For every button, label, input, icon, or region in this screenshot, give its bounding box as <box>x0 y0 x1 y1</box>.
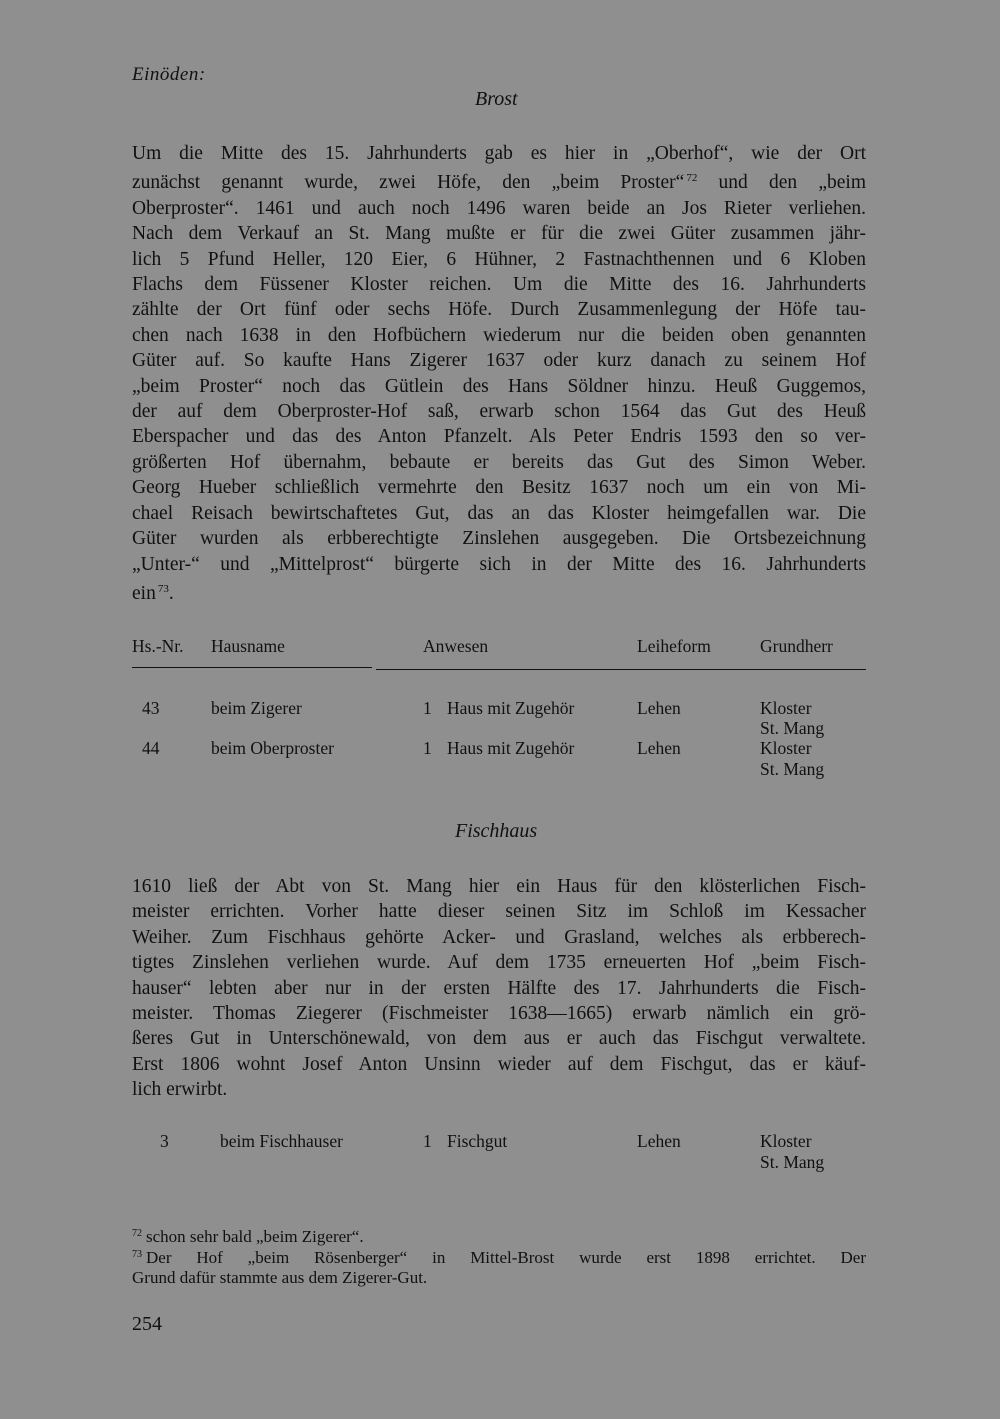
row-grundherr-2: St. Mang <box>760 718 825 738</box>
text-fragment: . <box>168 582 174 604</box>
col-header-hausname: Hausname <box>211 636 285 656</box>
page-number: 254 <box>132 1313 162 1335</box>
brost-paragraph <box>132 141 866 606</box>
row-leiheform: Lehen <box>637 698 681 718</box>
footnote-73 <box>132 1245 866 1288</box>
row-anwesen: Haus mit Zugehör <box>447 738 575 758</box>
text-line: tigtes Zinslehen verliehen wurde. Auf dem 1735 erneuerten Hof „beim Fisch- <box>132 952 866 974</box>
text-line: Erst 1806 wohnt Josef Anton Unsinn wieder auf dem Fischgut, das er käuf- <box>132 1053 866 1075</box>
text-line <box>132 577 866 606</box>
text-line: Eberspacher und das des Anton Pfanzelt. Als Peter Endris 1593 den so ver- <box>132 426 866 448</box>
row-grundherr-2: St. Mang <box>760 759 825 779</box>
text-line: ßeres Gut in Unterschönewald, von dem aus er auch das Fischgut verwaltete. <box>132 1028 866 1050</box>
text-line <box>132 166 866 195</box>
text-line: chael Reisach bewirtschaftetes Gut, das an das Kloster heimgefallen war. Die <box>132 502 866 524</box>
footnote-mark: 72 <box>132 1228 142 1239</box>
footnote-line: Grund dafür stammte aus dem Zigerer-Gut. <box>132 1268 428 1287</box>
text-line: Oberproster“. 1461 und auch noch 1496 waren beide an Jos Rieter verliehen. <box>132 197 866 219</box>
fischhaus-paragraph <box>132 874 866 1103</box>
text-line: lich 5 Pfund Heller, 120 Eier, 6 Hühner, 2 Fastnachthennen und 6 Kloben <box>132 248 866 270</box>
row-nr: 3 <box>160 1131 169 1151</box>
footnote-line <box>132 1224 866 1247</box>
text-line: chen nach 1638 in den Hofbüchern wiederum nur die beiden oben genannten <box>132 324 866 346</box>
footnote-ref-73[interactable]: 73 <box>157 582 169 595</box>
col-header-anwesen: Anwesen <box>423 636 489 656</box>
footnote-line <box>132 1245 866 1268</box>
footnote-72 <box>132 1224 866 1247</box>
text-line: „Unter-“ und „Mittelprost“ bürgerte sich in der Mitte des 16. Jahrhunderts <box>132 553 866 575</box>
section-title-brost: Brost <box>475 88 518 110</box>
row-leiheform: Lehen <box>637 738 681 758</box>
col-header-leiheform: Leiheform <box>637 636 711 656</box>
row-count: 1 <box>423 698 432 718</box>
section-title-fischhaus: Fischhaus <box>455 820 538 842</box>
row-anwesen: Fischgut <box>447 1131 508 1151</box>
col-header-hsnr: Hs.-Nr. <box>132 636 184 656</box>
text-line: größerten Hof übernahm, bebaute er bereits das Gut des Simon Weber. <box>132 451 866 473</box>
row-hausname: beim Oberproster <box>211 738 334 758</box>
row-count: 1 <box>423 1131 432 1151</box>
row-grundherr-2: St. Mang <box>760 1152 825 1172</box>
text-fragment: zunächst genannt wurde, zwei Höfe, den „beim Proster“ <box>132 172 685 194</box>
text-line: Güter auf. So kaufte Hans Zigerer 1637 oder kurz danach zu seinem Hof <box>132 350 866 372</box>
table-rule-left <box>132 667 372 668</box>
text-line: Georg Hueber schließlich vermehrte den Besitz 1637 noch um ein von Mi- <box>132 477 866 499</box>
text-fragment: und den „beim <box>718 172 867 194</box>
row-count: 1 <box>423 738 432 758</box>
row-nr: 44 <box>142 738 160 758</box>
text-line: Um die Mitte des 15. Jahrhunderts gab es hier in „Oberhof“, wie der Ort <box>132 143 866 164</box>
text-line: meister errichten. Vorher hatte dieser seinen Sitz im Schloß im Kessacher <box>132 901 866 923</box>
row-anwesen: Haus mit Zugehör <box>447 698 575 718</box>
table-rule-right <box>376 669 866 670</box>
row-leiheform: Lehen <box>637 1131 681 1151</box>
footnote-mark: 73 <box>132 1249 142 1260</box>
footnote-ref-72[interactable]: 72 <box>686 172 698 185</box>
row-grundherr-1: Kloster <box>760 738 812 758</box>
section-label: Einöden: <box>132 64 206 85</box>
col-header-grundherr: Grundherr <box>760 636 833 656</box>
text-line: „beim Proster“ noch das Gütlein des Hans Söldner hinzu. Heuß Guggemos, <box>132 375 866 397</box>
footnote-text: Der Hof „beim Rösenberger“ in Mittel-Brost wurde erst 1898 errichtet. Der <box>146 1248 866 1267</box>
text-line: Weiher. Zum Fischhaus gehörte Acker- und Grasland, welches als erbberech- <box>132 926 866 948</box>
text-line: Güter wurden als erbberechtigte Zinslehen ausgegeben. Die Ortsbezeichnung <box>132 528 866 550</box>
row-grundherr-1: Kloster <box>760 1131 812 1151</box>
text-line: lich erwirbt. <box>132 1079 228 1101</box>
text-line: 1610 ließ der Abt von St. Mang hier ein Haus für den klösterlichen Fisch- <box>132 876 866 897</box>
footnote-text: schon sehr bald „beim Zigerer“. <box>146 1227 364 1246</box>
text-line: Flachs dem Füssener Kloster reichen. Um die Mitte des 16. Jahrhunderts <box>132 274 866 296</box>
row-hausname: beim Zigerer <box>211 698 302 718</box>
text-line: Nach dem Verkauf an St. Mang mußte er für die zwei Güter zusammen jähr- <box>132 223 866 245</box>
text-fragment: ein <box>132 582 156 604</box>
row-hausname: beim Fischhauser <box>220 1131 343 1151</box>
text-line: der auf dem Oberproster-Hof saß, erwarb schon 1564 das Gut des Heuß <box>132 401 866 423</box>
text-line: zählte der Ort fünf oder sechs Höfe. Durch Zusammenlegung der Höfe tau- <box>132 299 866 321</box>
text-line: meister. Thomas Ziegerer (Fischmeister 1638—1665) erwarb nämlich ein grö- <box>132 1003 866 1025</box>
row-grundherr-1: Kloster <box>760 698 812 718</box>
text-line: hauser“ lebten aber nur in der ersten Hälfte des 17. Jahrhunderts die Fisch- <box>132 977 866 999</box>
row-nr: 43 <box>142 698 160 718</box>
